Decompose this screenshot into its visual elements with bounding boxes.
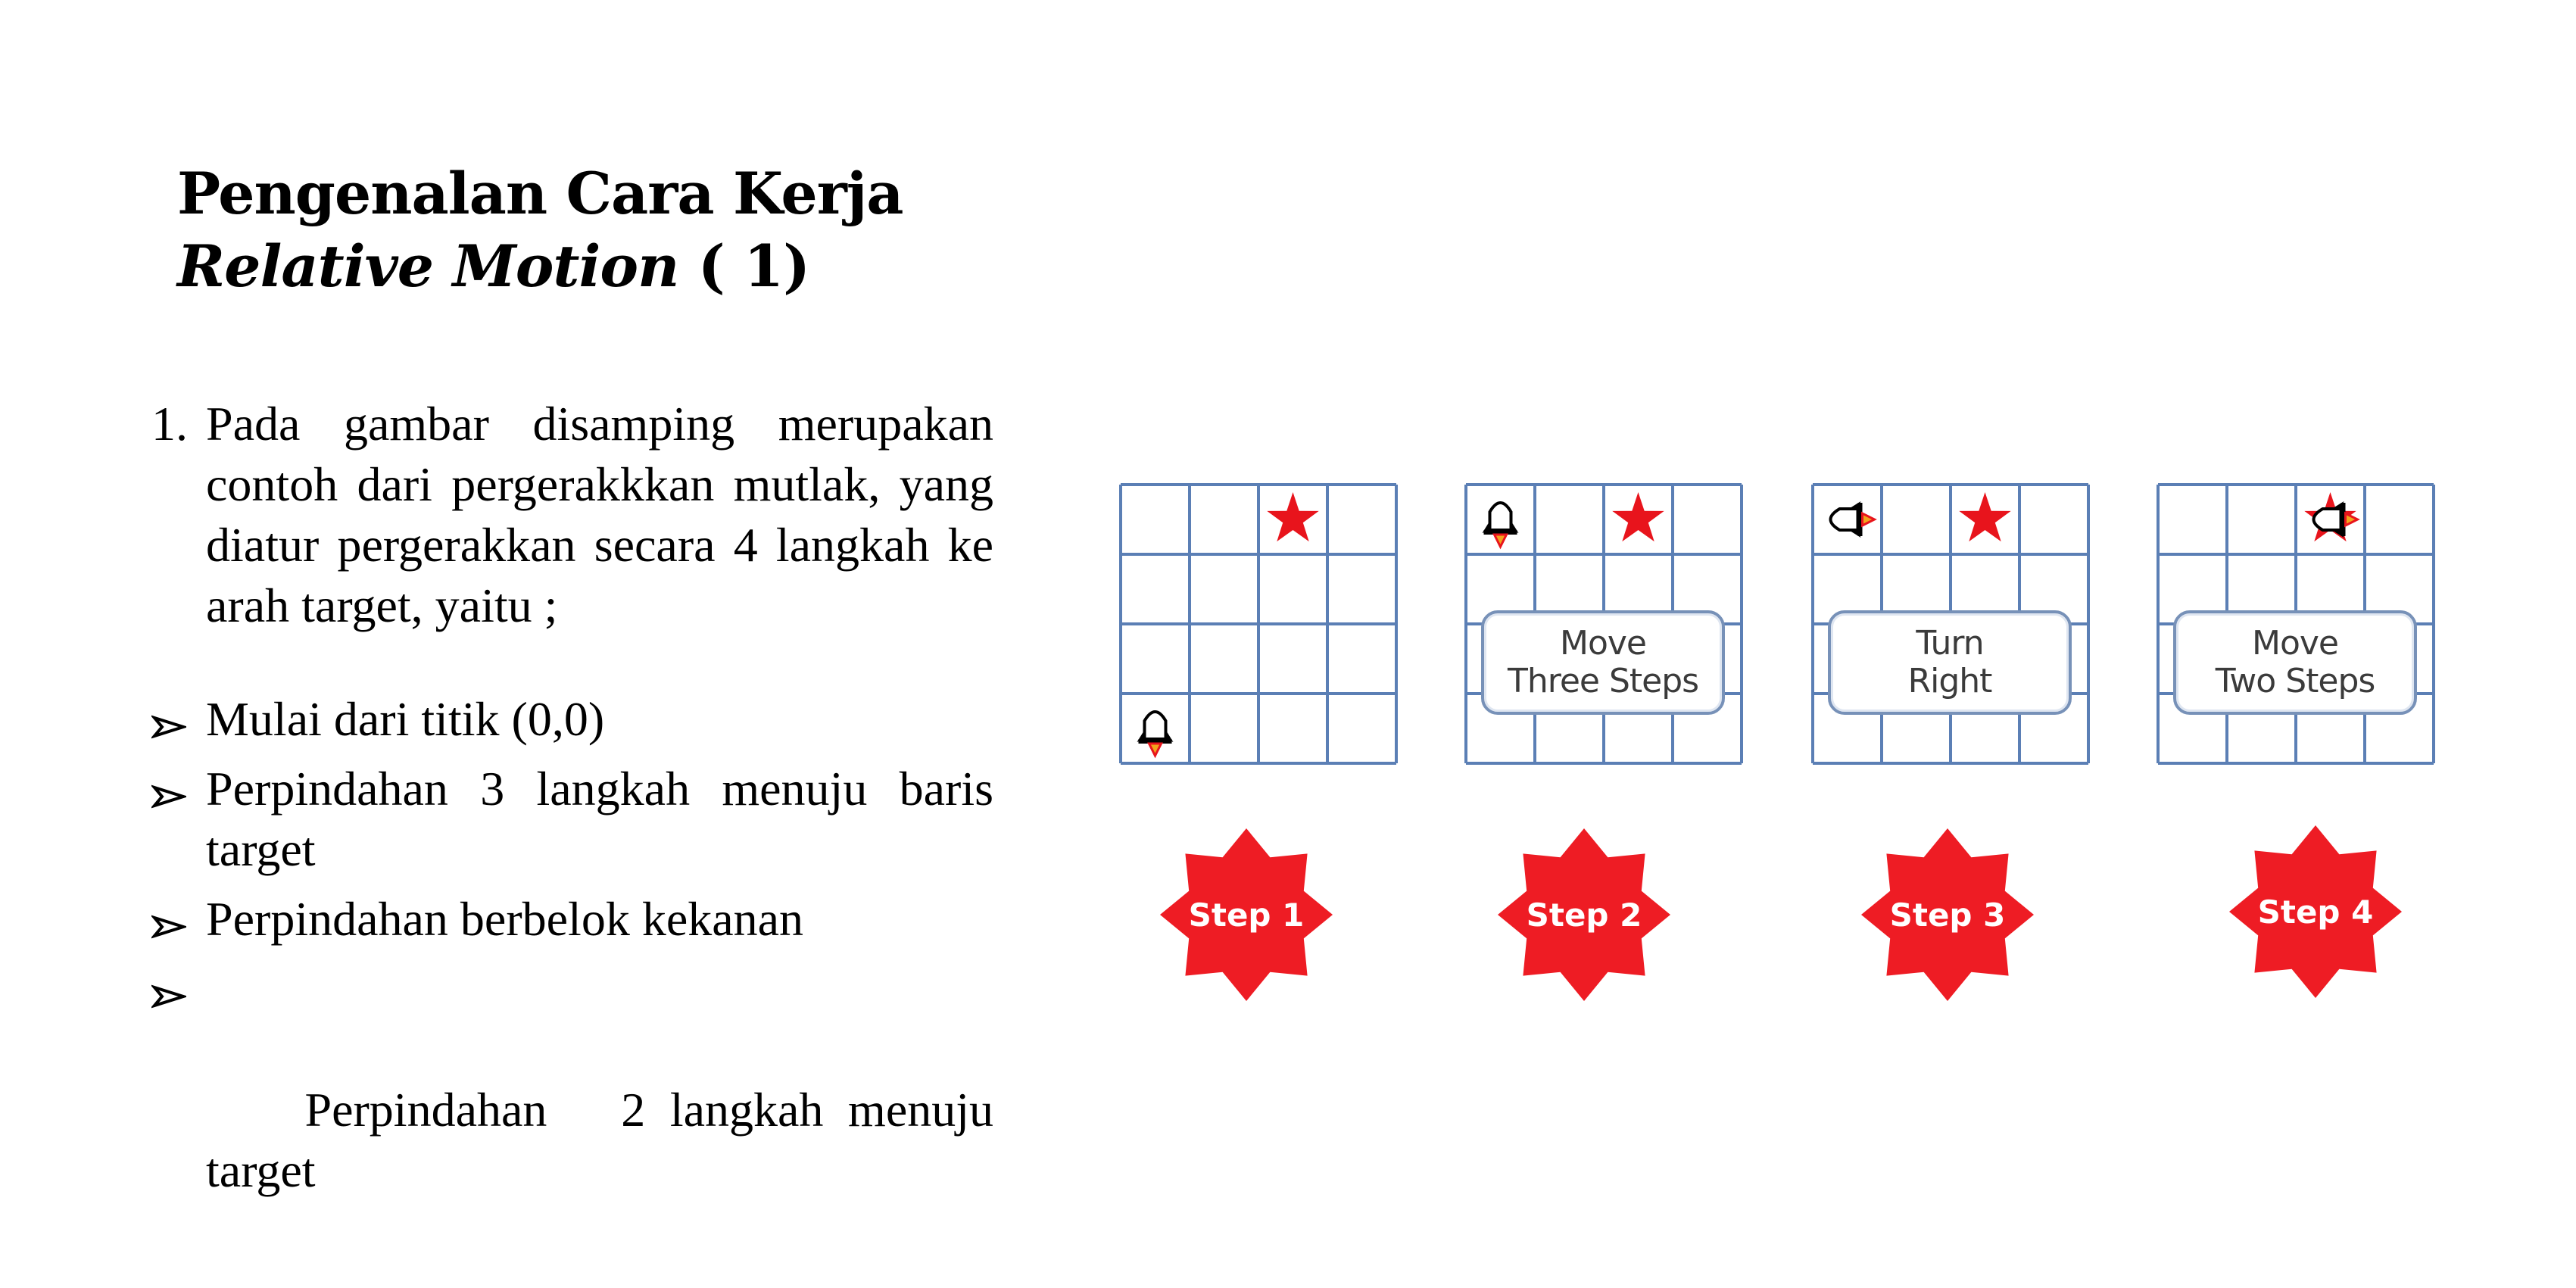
title-italic-part: Relative Motion xyxy=(177,232,679,300)
command-line-2: Three Steps xyxy=(1507,662,1699,700)
bullet-text: Perpindahan 3 langkah menuju baris target xyxy=(206,762,993,876)
step-1-panel xyxy=(1119,483,1398,765)
command-line-1: Move xyxy=(1560,624,1646,663)
bullet-text: Perpindahan 2 langkah menuju target xyxy=(206,1083,1006,1197)
grid-board xyxy=(1119,483,1398,765)
bullet-item-2 xyxy=(151,759,993,880)
bullet-text: Mulai dari titik (0,0) xyxy=(206,692,605,746)
bullet-item-1 xyxy=(151,689,993,750)
robot-right-icon xyxy=(1831,501,1875,538)
step-label: Step 1 xyxy=(1188,896,1305,934)
step-3-badge xyxy=(1860,827,2035,1003)
robot-up-icon xyxy=(1137,712,1174,756)
step-label: Step 2 xyxy=(1526,896,1642,934)
numbered-item xyxy=(151,394,993,636)
command-line-2: Right xyxy=(1907,662,1992,700)
step-3-panel xyxy=(1811,483,2090,765)
robot-up-icon xyxy=(1483,503,1519,547)
bullet-item-4 xyxy=(151,959,1006,1261)
slide-body xyxy=(151,394,1006,1271)
arrow-bullet-icon xyxy=(151,689,186,750)
arrow-bullet-icon xyxy=(151,759,186,819)
step-4-badge xyxy=(2228,824,2403,1000)
numbered-item-text: Pada gambar disamping merupakan contoh dari pergerakkkan mutlak, yang diatur pergerakkan secara 4 langkah ke arah target, yaitu ; xyxy=(206,397,993,632)
step-2-badge xyxy=(1496,827,1672,1003)
bullet-text: Perpindahan berbelok kekanan xyxy=(206,892,804,946)
command-line-1: Turn xyxy=(1916,624,1984,663)
target-star-icon xyxy=(1267,492,1318,541)
arrow-bullet-icon xyxy=(151,959,186,1019)
step-label: Step 3 xyxy=(1889,896,2006,934)
command-line-2: Two Steps xyxy=(2215,662,2375,700)
step-1-badge xyxy=(1159,827,1334,1003)
item-number: 1. xyxy=(151,397,188,451)
title-line-1: Pengenalan Cara Kerja xyxy=(177,160,903,227)
slide-title xyxy=(177,157,903,303)
command-card xyxy=(2173,610,2417,715)
command-card xyxy=(1481,610,1725,715)
step-4-panel xyxy=(2157,483,2435,765)
step-label: Step 4 xyxy=(2257,893,2374,931)
command-line-1: Move xyxy=(2252,624,2338,663)
target-star-icon xyxy=(1959,492,2010,541)
arrow-bullet-icon xyxy=(151,889,186,950)
command-card xyxy=(1828,610,2072,715)
step-2-panel xyxy=(1464,483,1743,765)
title-suffix: ( 1) xyxy=(678,232,810,300)
bullet-item-3 xyxy=(151,889,993,950)
target-star-icon xyxy=(1612,492,1664,541)
